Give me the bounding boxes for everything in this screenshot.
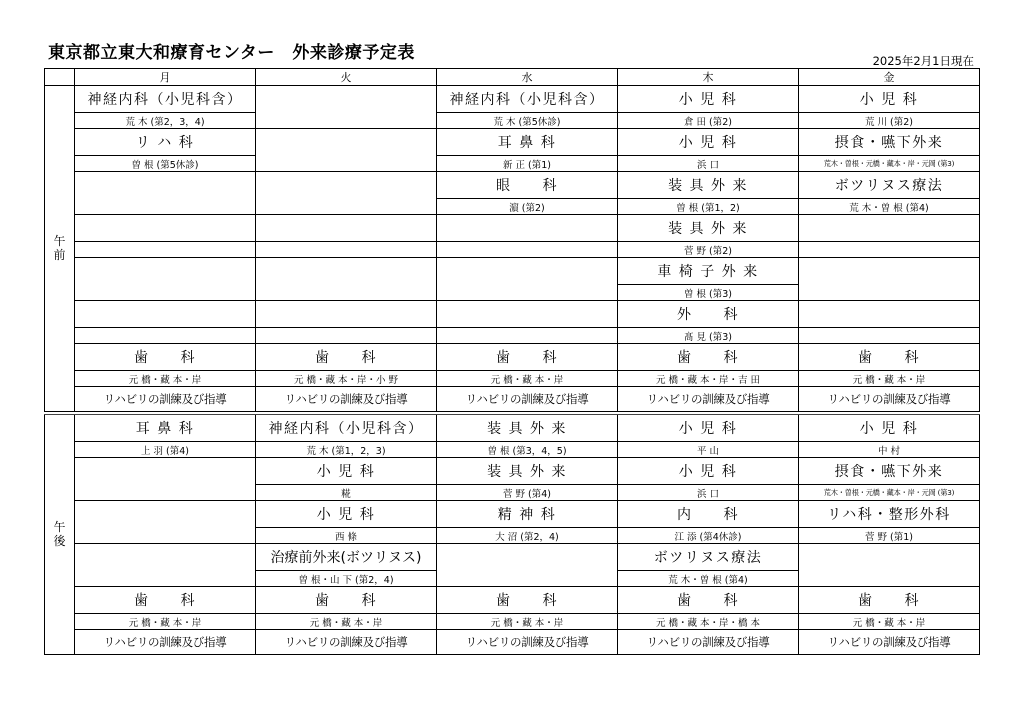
schedule-table xyxy=(44,68,980,655)
am-tue-r5-empty xyxy=(256,258,437,301)
am-wed-dental-doc: 元 橋・藏 本・岸 xyxy=(437,371,618,387)
pm-tue-r3-doc: 西 條 xyxy=(256,528,437,544)
am-thu-r1-doc: 倉 田 (第2) xyxy=(618,113,799,129)
am-tue-r3-empty xyxy=(256,172,437,215)
am-thu-dental-doc: 元 橋・藏 本・岸・吉 田 xyxy=(618,371,799,387)
am-wed-r6-empty2 xyxy=(437,328,618,344)
am-thu-r2-dept: 小 児 科 xyxy=(618,129,799,156)
pm-fri-r4-empty xyxy=(799,544,980,587)
pm-thu-r4-doc: 荒 木・曽 根 (第4) xyxy=(618,571,799,587)
am-tue-r4-empty xyxy=(256,215,437,242)
pm-thu-r2-dept: 小 児 科 xyxy=(618,458,799,485)
pm-wed-r2-doc: 菅 野 (第4) xyxy=(437,485,618,501)
am-wed-r1-doc: 荒 木 (第5休診) xyxy=(437,113,618,129)
am-wed-dental: 歯 科 xyxy=(437,344,618,371)
pm-tue-r4-dept: 治療前外来(ボツリヌス) xyxy=(256,544,437,571)
pm-thu-r3-dept: 内 科 xyxy=(618,501,799,528)
am-fri-r3-dept: ボツリヌス療法 xyxy=(799,172,980,199)
am-fri-r6-empty xyxy=(799,301,980,328)
pm-dental-dept-row xyxy=(45,587,980,614)
pm-mon-rehab: リハビリの訓練及び指導 xyxy=(75,630,256,655)
pm-row-1-doc xyxy=(45,442,980,458)
pm-wed-r1-doc: 曽 根 (第3，4，5) xyxy=(437,442,618,458)
am-mon-dental: 歯 科 xyxy=(75,344,256,371)
as-of-date: 2025年2月1日現在 xyxy=(872,54,974,68)
am-mon-r6-empty xyxy=(75,301,256,328)
am-mon-r1-dept: 神経内科（小児科含） xyxy=(75,86,256,113)
am-wed-r3-dept: 眼 科 xyxy=(437,172,618,199)
period-morning xyxy=(45,86,75,412)
pm-fri-dental-doc: 元 橋・藏 本・岸 xyxy=(799,614,980,630)
day-header-row xyxy=(45,69,980,86)
am-row-3-dept xyxy=(45,172,980,199)
am-tue-r6-empty xyxy=(256,301,437,328)
pm-tue-r1-dept: 神経内科（小児科含） xyxy=(256,415,437,442)
day-header-tue: 火 xyxy=(256,69,437,86)
am-tue-dental-doc: 元 橋・藏 本・岸・小 野 xyxy=(256,371,437,387)
pm-row-1-dept xyxy=(45,415,980,442)
am-fri-r5-empty xyxy=(799,258,980,301)
am-tue-r6-empty2 xyxy=(256,328,437,344)
am-row-4-dept xyxy=(45,215,980,242)
pm-thu-r2-doc: 浜 口 xyxy=(618,485,799,501)
period-morning-char-1: 午 xyxy=(53,234,66,249)
am-fri-r2-doc: 荒木・曽根・元橋・藏本・岸・元岡 (第3) xyxy=(799,156,980,172)
am-fri-dental: 歯 科 xyxy=(799,344,980,371)
pm-fri-rehab: リハビリの訓練及び指導 xyxy=(799,630,980,655)
page-title: 東京都立東大和療育センター 外来診療予定表 xyxy=(48,43,415,63)
am-wed-r1-dept: 神経内科（小児科含） xyxy=(437,86,618,113)
pm-rehab-row xyxy=(45,630,980,655)
am-dental-dept-row xyxy=(45,344,980,371)
am-mon-r6-empty2 xyxy=(75,328,256,344)
am-thu-r2-doc: 浜 口 xyxy=(618,156,799,172)
pm-thu-dental: 歯 科 xyxy=(618,587,799,614)
pm-tue-r1-doc: 荒 木 (第1，2，3) xyxy=(256,442,437,458)
pm-row-2-dept xyxy=(45,458,980,485)
pm-thu-r1-dept: 小 児 科 xyxy=(618,415,799,442)
am-dental-doc-row xyxy=(45,371,980,387)
am-mon-r5-empty xyxy=(75,258,256,301)
pm-dental-doc-row xyxy=(45,614,980,630)
pm-wed-dental-doc: 元 橋・藏 本・岸 xyxy=(437,614,618,630)
pm-fri-r2-doc: 荒木・曽根・元橋・藏本・岸・元岡 (第3) xyxy=(799,485,980,501)
am-thu-r5-doc: 曽 根 (第3) xyxy=(618,285,799,301)
pm-tue-r3-dept: 小 児 科 xyxy=(256,501,437,528)
pm-thu-r3-doc: 江 添 (第4休診) xyxy=(618,528,799,544)
am-mon-r1-doc: 荒 木 (第2，3，4) xyxy=(75,113,256,129)
am-fri-r2-dept: 摂食・嚥下外来 xyxy=(799,129,980,156)
pm-fri-dental: 歯 科 xyxy=(799,587,980,614)
am-thu-r5-dept: 車 椅 子 外 来 xyxy=(618,258,799,285)
corner-cell xyxy=(45,69,75,86)
am-fri-r1-doc: 荒 川 (第2) xyxy=(799,113,980,129)
am-row-1-dept xyxy=(45,86,980,113)
am-mon-r2-dept: リ ハ 科 xyxy=(75,129,256,156)
am-fri-r1-dept: 小 児 科 xyxy=(799,86,980,113)
pm-wed-r4-empty xyxy=(437,544,618,587)
am-fri-r4-empty xyxy=(799,215,980,242)
day-header-wed: 水 xyxy=(437,69,618,86)
pm-tue-r4-doc: 曽 根・山 下 (第2，4) xyxy=(256,571,437,587)
am-wed-r6-empty xyxy=(437,301,618,328)
am-row-6-dept xyxy=(45,301,980,328)
am-row-2-dept xyxy=(45,129,980,156)
pm-row-3-dept xyxy=(45,501,980,528)
pm-tue-dental: 歯 科 xyxy=(256,587,437,614)
day-header-mon: 月 xyxy=(75,69,256,86)
pm-mon-r2-empty xyxy=(75,458,256,501)
pm-fri-r3-doc: 菅 野 (第1) xyxy=(799,528,980,544)
pm-thu-dental-doc: 元 橋・藏 本・岸・橋 本 xyxy=(618,614,799,630)
am-thu-dental: 歯 科 xyxy=(618,344,799,371)
pm-thu-r1-doc: 平 山 xyxy=(618,442,799,458)
am-fri-r4-empty2 xyxy=(799,242,980,258)
am-thu-r4-doc: 菅 野 (第2) xyxy=(618,242,799,258)
pm-fri-r1-dept: 小 児 科 xyxy=(799,415,980,442)
am-thu-rehab: リハビリの訓練及び指導 xyxy=(618,387,799,412)
am-wed-r3-doc: 濵 (第2) xyxy=(437,199,618,215)
period-afternoon-char-1: 午 xyxy=(53,520,66,535)
am-tue-rehab: リハビリの訓練及び指導 xyxy=(256,387,437,412)
am-thu-r6-dept: 外 科 xyxy=(618,301,799,328)
am-wed-r5-empty xyxy=(437,258,618,301)
pm-mon-dental-doc: 元 橋・藏 本・岸 xyxy=(75,614,256,630)
am-mon-rehab: リハビリの訓練及び指導 xyxy=(75,387,256,412)
am-tue-dental: 歯 科 xyxy=(256,344,437,371)
pm-thu-rehab: リハビリの訓練及び指導 xyxy=(618,630,799,655)
period-afternoon xyxy=(45,415,75,655)
pm-wed-r3-doc: 大 沼 (第2，4) xyxy=(437,528,618,544)
am-mon-dental-doc: 元 橋・藏 本・岸 xyxy=(75,371,256,387)
pm-tue-dental-doc: 元 橋・藏 本・岸 xyxy=(256,614,437,630)
pm-tue-r2-doc: 糀 xyxy=(256,485,437,501)
am-rehab-row xyxy=(45,387,980,412)
am-row-4-doc xyxy=(45,242,980,258)
am-thu-r6-doc: 髙 見 (第3) xyxy=(618,328,799,344)
pm-fri-r1-doc: 中 村 xyxy=(799,442,980,458)
pm-fri-r2-dept: 摂食・嚥下外来 xyxy=(799,458,980,485)
am-mon-r2-doc: 曽 根 (第5休診) xyxy=(75,156,256,172)
am-mon-r4-empty2 xyxy=(75,242,256,258)
am-thu-r3-doc: 曽 根 (第1，2) xyxy=(618,199,799,215)
pm-wed-dental: 歯 科 xyxy=(437,587,618,614)
am-row-6-doc xyxy=(45,328,980,344)
am-wed-r2-doc: 新 正 (第1) xyxy=(437,156,618,172)
am-wed-r4-empty2 xyxy=(437,242,618,258)
period-afternoon-char-2: 後 xyxy=(53,533,66,548)
pm-mon-r1-dept: 耳 鼻 科 xyxy=(75,415,256,442)
pm-wed-r1-dept: 装 具 外 来 xyxy=(437,415,618,442)
am-tue-r4-empty2 xyxy=(256,242,437,258)
day-header-fri: 金 xyxy=(799,69,980,86)
am-mon-r4-empty xyxy=(75,215,256,242)
am-wed-rehab: リハビリの訓練及び指導 xyxy=(437,387,618,412)
day-header-thu: 木 xyxy=(618,69,799,86)
am-wed-r2-dept: 耳 鼻 科 xyxy=(437,129,618,156)
am-wed-r4-empty xyxy=(437,215,618,242)
am-fri-rehab: リハビリの訓練及び指導 xyxy=(799,387,980,412)
am-fri-r6-empty2 xyxy=(799,328,980,344)
am-tue-r2-empty xyxy=(256,129,437,172)
am-thu-r3-dept: 装 具 外 来 xyxy=(618,172,799,199)
am-thu-r4-dept: 装 具 外 来 xyxy=(618,215,799,242)
am-fri-dental-doc: 元 橋・藏 本・岸 xyxy=(799,371,980,387)
am-fri-r3-doc: 荒 木・曽 根 (第4) xyxy=(799,199,980,215)
pm-wed-r3-dept: 精 神 科 xyxy=(437,501,618,528)
pm-mon-r4-empty xyxy=(75,544,256,587)
pm-row-4-dept xyxy=(45,544,980,571)
pm-wed-r2-dept: 装 具 外 来 xyxy=(437,458,618,485)
am-row-2-doc xyxy=(45,156,980,172)
am-mon-r3-empty xyxy=(75,172,256,215)
am-row-5-dept xyxy=(45,258,980,285)
am-thu-r1-dept: 小 児 科 xyxy=(618,86,799,113)
am-tue-r1-empty xyxy=(256,86,437,129)
pm-tue-r2-dept: 小 児 科 xyxy=(256,458,437,485)
pm-wed-rehab: リハビリの訓練及び指導 xyxy=(437,630,618,655)
am-row-1-doc xyxy=(45,113,980,129)
pm-mon-r1-doc: 上 羽 (第4) xyxy=(75,442,256,458)
pm-mon-r3-empty xyxy=(75,501,256,544)
pm-thu-r4-dept: ボツリヌス療法 xyxy=(618,544,799,571)
pm-tue-rehab: リハビリの訓練及び指導 xyxy=(256,630,437,655)
pm-fri-r3-dept: リハ科・整形外科 xyxy=(799,501,980,528)
period-morning-char-2: 前 xyxy=(53,247,66,262)
pm-mon-dental: 歯 科 xyxy=(75,587,256,614)
